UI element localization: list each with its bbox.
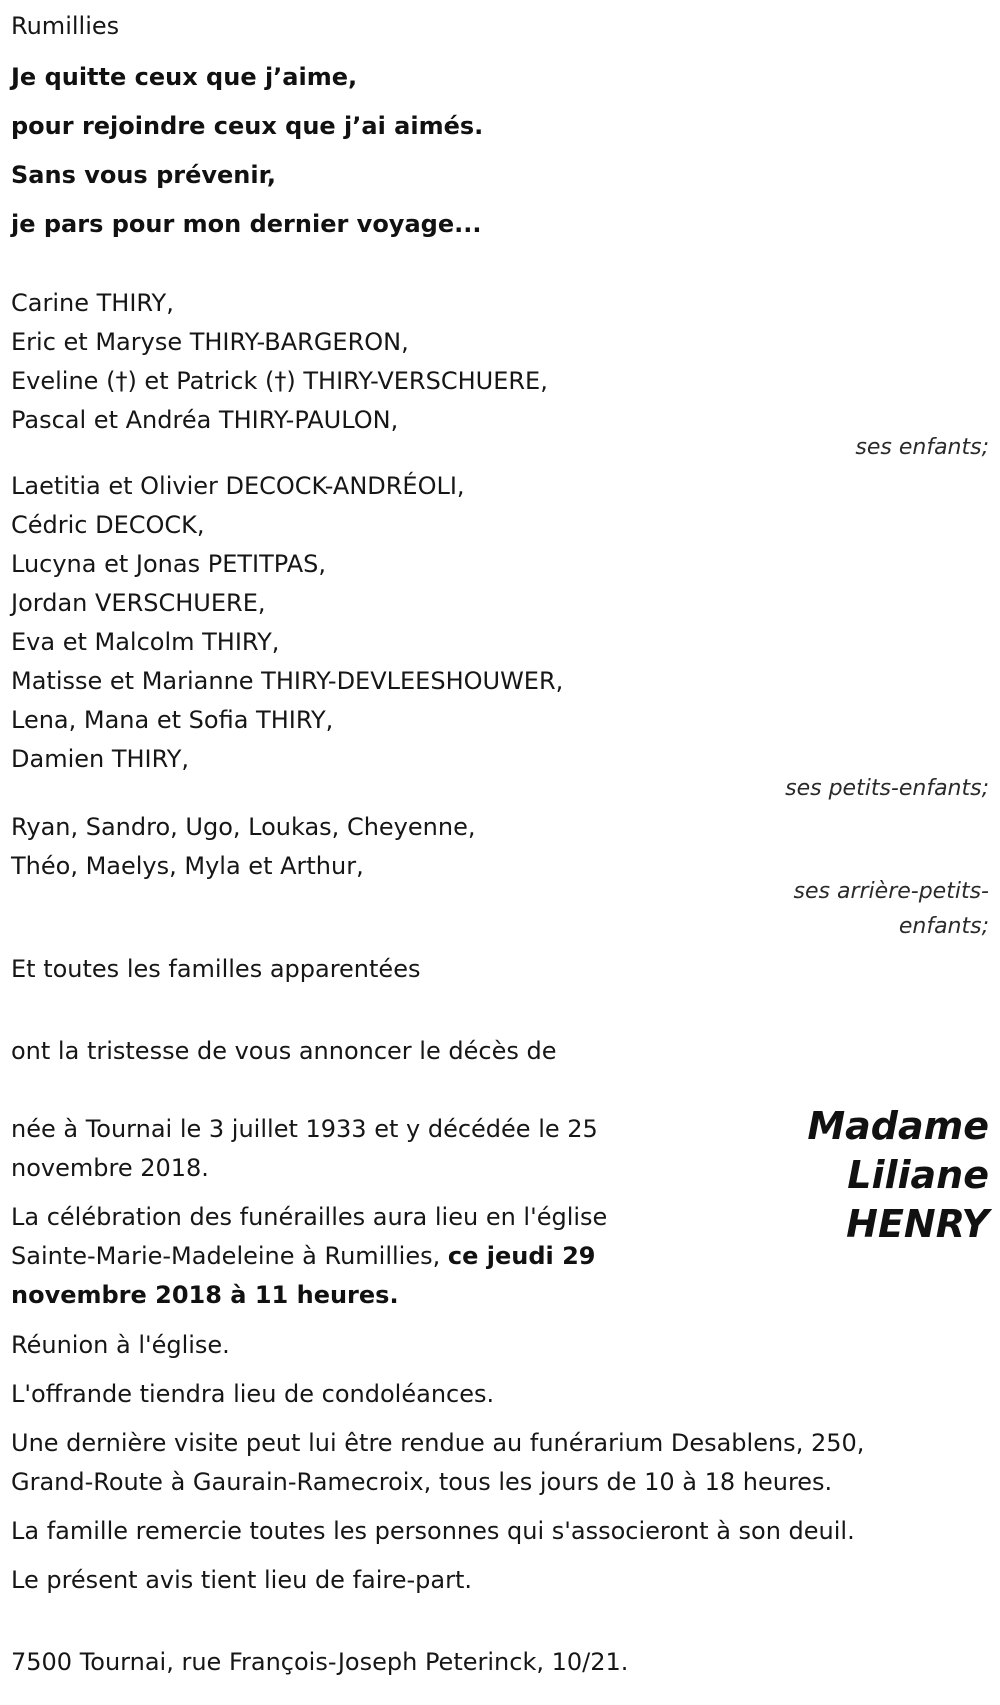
thanks-text: La famille remercie toutes les personnes qui s'associeront à son deuil. — [11, 1517, 855, 1545]
poem-line: je pars pour mon dernier voyage... — [11, 210, 482, 238]
poem-line: Sans vous prévenir, — [11, 161, 277, 189]
family-line: Lucyna et Jonas PETITPAS, — [11, 550, 326, 578]
grandchildren-role: ses petits-enfants; — [785, 776, 989, 801]
funeral-text — [11, 1198, 671, 1315]
family-line: Jordan VERSCHUERE, — [11, 589, 266, 617]
address-text: 7500 Tournai, rue François-Joseph Peterinck, 10/21. — [11, 1648, 629, 1676]
great-grandchildren-role — [794, 874, 989, 944]
great-grandchildren-list — [11, 808, 475, 886]
deceased-title: Madame — [807, 1104, 989, 1148]
grandchildren-list — [11, 467, 563, 779]
poem-line: Je quitte ceux que j’aime, — [11, 63, 358, 91]
family-line: Pascal et Andréa THIRY-PAULON, — [11, 406, 399, 434]
family-line: Ryan, Sandro, Ugo, Loukas, Cheyenne, — [11, 813, 476, 841]
family-line: Eveline (†) et Patrick (†) THIRY-VERSCHUERE, — [11, 367, 548, 395]
family-line: Théo, Maelys, Myla et Arthur, — [11, 852, 364, 880]
poem-line: pour rejoindre ceux que j’ai aimés. — [11, 112, 484, 140]
meeting-text: Réunion à l'église. — [11, 1331, 230, 1359]
poem — [11, 53, 483, 249]
offering-text: L'offrande tiendra lieu de condoléances. — [11, 1380, 495, 1408]
family-line: Lena, Mana et Sofia THIRY, — [11, 706, 334, 734]
family-line: Eric et Maryse THIRY-BARGERON, — [11, 328, 409, 356]
family-line: Matisse et Marianne THIRY-DEVLEESHOUWER, — [11, 667, 564, 695]
children-list — [11, 284, 548, 440]
children-role: ses enfants; — [855, 435, 989, 460]
visit-text: Une dernière visite peut lui être rendue au funérarium Desablens, 250, Grand-Route à Gaurain-Ramecroix, tous les jours de 10 à 18 heures. — [11, 1429, 865, 1496]
families-line: Et toutes les familles apparentées — [11, 955, 421, 983]
deceased-name — [807, 1102, 989, 1249]
deceased-first-name: Liliane — [847, 1153, 989, 1197]
deceased-last-name: HENRY — [846, 1202, 989, 1246]
funeral-details: La célébration des funérailles aura lieu en l'église Sainte-Marie-Madeleine à Rumillies, — [11, 1203, 608, 1270]
family-line: Cédric DECOCK, — [11, 511, 205, 539]
place-name: Rumillies — [11, 12, 120, 40]
obituary-notice — [11, 0, 991, 1705]
role-line: ses arrière-petits- — [793, 879, 989, 904]
birth-death-text: née à Tournai le 3 juillet 1933 et y décédée le 25 novembre 2018. — [11, 1115, 598, 1182]
family-line: Laetitia et Olivier DECOCK-ANDRÉOLI, — [11, 472, 465, 500]
funeral-date: ce jeudi 29 novembre 2018 à 11 heures. — [11, 1242, 596, 1309]
notice-text: Le présent avis tient lieu de faire-part. — [11, 1566, 473, 1594]
role-line: enfants; — [898, 914, 989, 939]
family-line: Eva et Malcolm THIRY, — [11, 628, 280, 656]
family-line: Carine THIRY, — [11, 289, 174, 317]
announcement-line: ont la tristesse de vous annoncer le décès de — [11, 1037, 557, 1065]
family-line: Damien THIRY, — [11, 745, 190, 773]
